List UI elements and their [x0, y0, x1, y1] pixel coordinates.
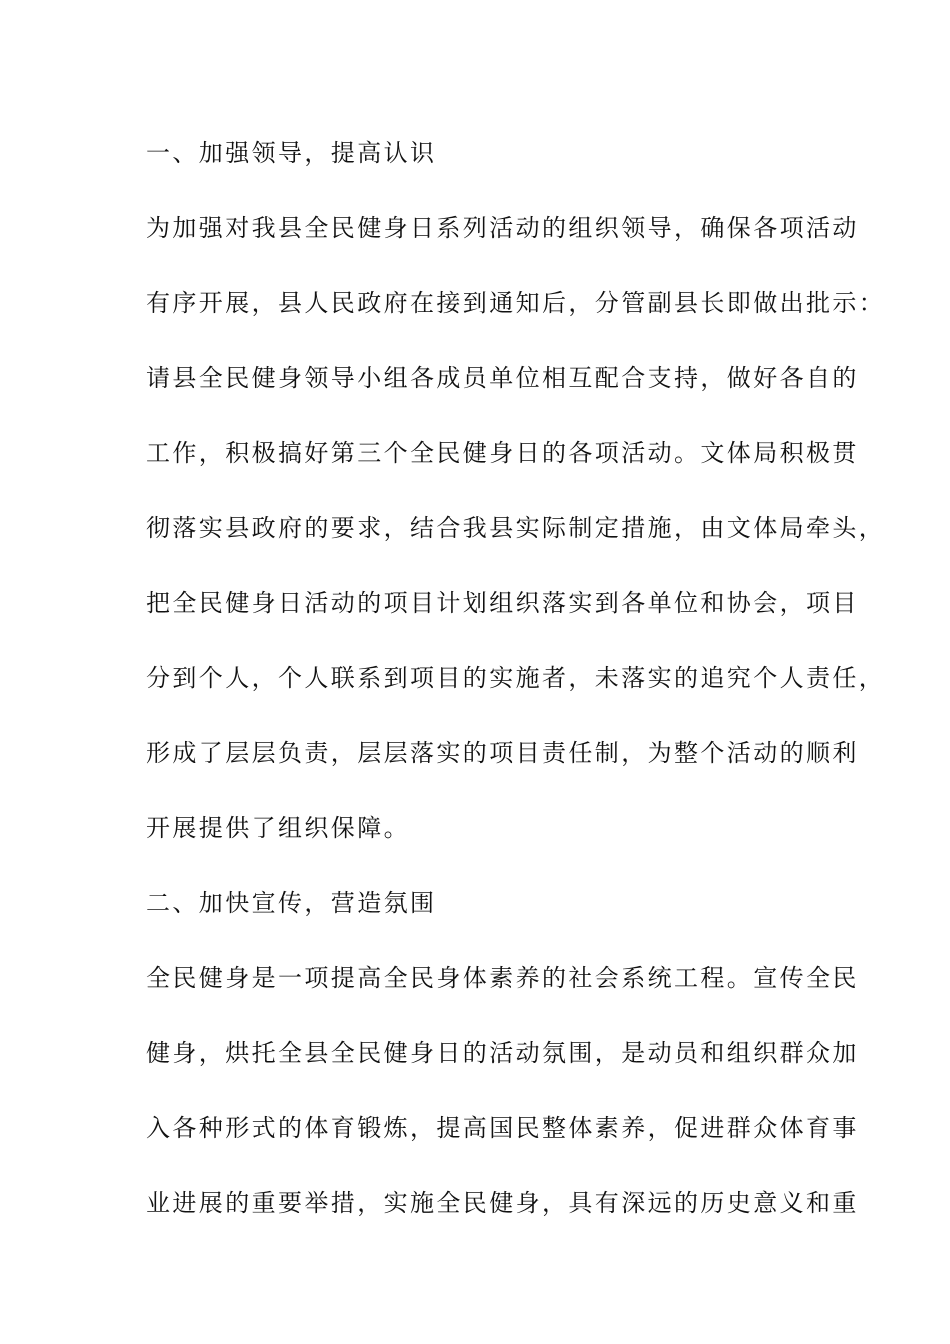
paragraph-line: 把全民健身日活动的项目计划组织落实到各单位和协会，项目	[146, 589, 859, 617]
paragraph-line: 有序开展，县人民政府在接到通知后，分管副县长即做出批示：	[146, 289, 886, 317]
paragraph-line: 请县全民健身领导小组各成员单位相互配合支持，做好各自的	[146, 364, 859, 392]
section-heading: 一、加强领导，提高认识	[146, 139, 437, 167]
section-heading: 二、加快宣传，营造氛围	[146, 889, 437, 917]
paragraph-line: 工作，积极搞好第三个全民健身日的各项活动。文体局积极贯	[146, 439, 859, 467]
paragraph-line: 全民健身是一项提高全民身体素养的社会系统工程。宣传全民	[146, 964, 859, 992]
document-body	[146, 128, 886, 1253]
paragraph-line: 分到个人，个人联系到项目的实施者，未落实的追究个人责任，	[146, 664, 886, 692]
paragraph-line: 业进展的重要举措，实施全民健身，具有深远的历史意义和重	[146, 1189, 859, 1217]
paragraph-line: 健身，烘托全县全民健身日的活动氛围，是动员和组织群众加	[146, 1039, 859, 1067]
paragraph-line: 形成了层层负责，层层落实的项目责任制，为整个活动的顺利	[146, 739, 859, 767]
paragraph-line: 开展提供了组织保障。	[146, 814, 410, 842]
paragraph-line: 入各种形式的体育锻炼，提高国民整体素养，促进群众体育事	[146, 1114, 859, 1142]
paragraph-line: 彻落实县政府的要求，结合我县实际制定措施，由文体局牵头，	[146, 514, 886, 542]
paragraph-line: 为加强对我县全民健身日系列活动的组织领导，确保各项活动	[146, 214, 859, 242]
